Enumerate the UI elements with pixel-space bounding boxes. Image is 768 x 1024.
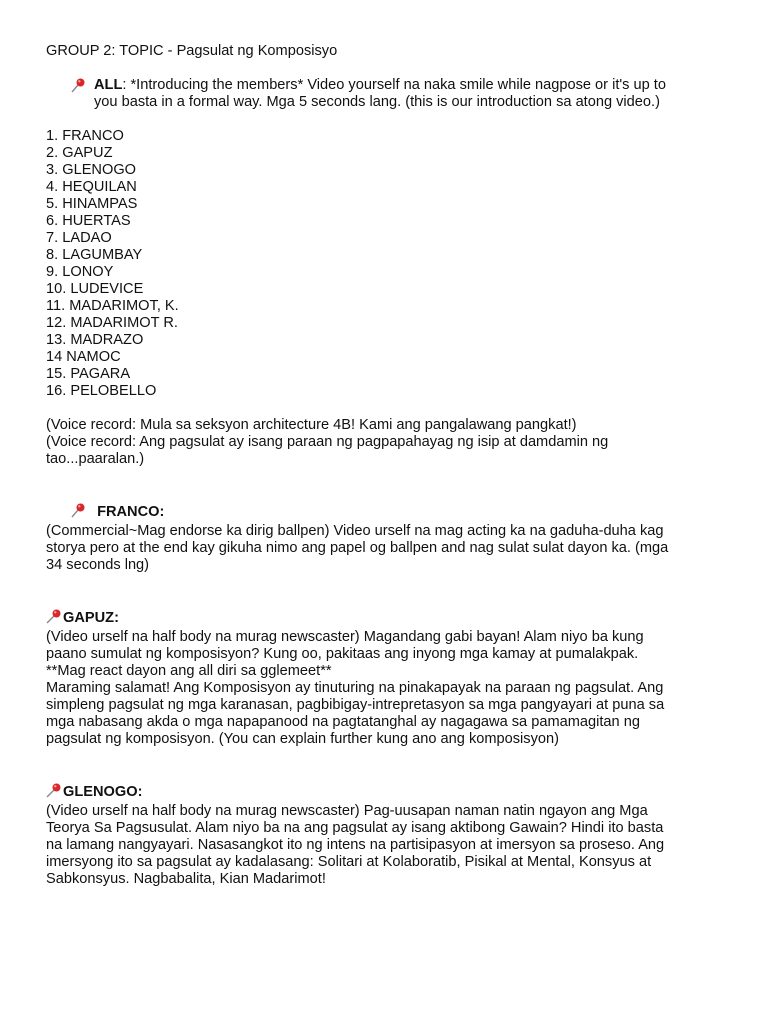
list-item: 5. HINAMPAS	[46, 196, 138, 212]
spacer	[46, 748, 736, 782]
franco-label: FRANCO:	[97, 504, 165, 520]
list-item: 8. LAGUMBAY	[46, 247, 143, 263]
franco-section	[46, 502, 736, 574]
glenogo-line: (Video urself na half body na murag newscaster) Pag-uusapan naman natin ngayon ang Mga	[46, 803, 648, 819]
list-item: 7. LADAO	[46, 230, 112, 246]
gapuz-line: paano sumulat ng komposisyon? Kung oo, pakitaas ang inyong mga kamay at pumalakpak.	[46, 646, 639, 662]
glenogo-section	[46, 782, 736, 888]
spacer	[46, 400, 736, 417]
glenogo-line: Teorya Sa Pagsusulat. Alam niyo ba na ang pagsulat ay isang aktibong Gawain? Hindi ito basta	[46, 820, 664, 836]
list-item: 10. LUDEVICE	[46, 281, 144, 297]
gapuz-line: mga nabasang akda o mga napapanood na pagtatanghal ay nagagawa sa pamamagitan ng	[46, 714, 640, 730]
list-item: 11. MADARIMOT, K.	[46, 298, 179, 314]
document-title: GROUP 2: TOPIC - Pagsulat ng Komposisyo	[46, 43, 338, 59]
pushpin-icon	[46, 782, 62, 803]
gapuz-line: pagsulat ng komposisyon. (You can explain further kung ano ang komposisyon)	[46, 731, 559, 747]
spacer	[46, 574, 736, 608]
voice-record-line: (Voice record: Ang pagsulat ay isang paraan ng pagpapahayag ng isip at damdamin ng	[46, 434, 609, 450]
all-section	[46, 77, 736, 111]
glenogo-label: GLENOGO:	[63, 784, 143, 800]
list-item: 12. MADARIMOT R.	[46, 315, 178, 331]
list-item: 4. HEQUILAN	[46, 179, 137, 195]
list-item: 1. FRANCO	[46, 128, 124, 144]
list-item: 14 NAMOC	[46, 349, 121, 365]
gapuz-line: **Mag react dayon ang all diri sa gglemeet**	[46, 663, 332, 679]
voice-record-line: tao...paaralan.)	[46, 451, 145, 467]
spacer	[46, 111, 736, 128]
franco-line: (Commercial~Mag endorse ka dirig ballpen) Video urself na mag acting ka na gaduha-duha kag	[46, 523, 664, 539]
list-item: 2. GAPUZ	[46, 145, 113, 161]
spacer	[46, 60, 736, 77]
list-item: 6. HUERTAS	[46, 213, 131, 229]
franco-line: 34 seconds lng)	[46, 557, 150, 573]
glenogo-line: na lamang nangyayari. Nasasangkot ito ng intens na partisipasyon at imersyon sa proseso. Ang	[46, 837, 665, 853]
gapuz-label: GAPUZ:	[63, 610, 119, 626]
gapuz-line: (Video urself na half body na murag newscaster) Magandang gabi bayan! Alam niyo ba kung	[46, 629, 644, 645]
list-item: 15. PAGARA	[46, 366, 131, 382]
gapuz-line: Maraming salamat! Ang Komposisyon ay tinuturing na pinakapayak na paraan ng pagsulat. Ang	[46, 680, 664, 696]
member-list	[46, 128, 736, 400]
list-item: 13. MADRAZO	[46, 332, 144, 348]
glenogo-line: Sabkonsyus. Nagbabalita, Kian Madarimot!	[46, 871, 326, 887]
spacer	[46, 468, 736, 502]
glenogo-line: imersyong ito sa pagsulat ay kadalasang: Solitari at Kolaboratib, Pisikal at Mental, Konsyus at	[46, 854, 652, 870]
voice-records	[46, 417, 736, 468]
list-item: 3. GLENOGO	[46, 162, 137, 178]
all-text-line2: you basta in a formal way. Mga 5 seconds lang. (this is our introduction sa atong video.)	[94, 94, 660, 110]
list-item: 16. PELOBELLO	[46, 383, 157, 399]
voice-record-line: (Voice record: Mula sa seksyon architecture 4B! Kami ang pangalawang pangkat!)	[46, 417, 577, 433]
gapuz-line: simpleng pagsulat ng mga karanasan, pagbibigay-intrepretasyon sa mga pangyayari at puna sa	[46, 697, 665, 713]
list-item: 9. LONOY	[46, 264, 114, 280]
document-page	[46, 43, 736, 888]
all-text-line1: : *Introducing the members* Video yourself na naka smile while nagpose or it's up to	[122, 77, 666, 93]
pushpin-icon	[46, 608, 62, 629]
pushpin-icon	[70, 77, 86, 98]
gapuz-section	[46, 608, 736, 748]
franco-line: storya pero at the end kay gikuha nimo ang papel og ballpen and nag sulat sulat dayon ka. (mga	[46, 540, 669, 556]
pushpin-icon	[70, 502, 86, 523]
all-label: ALL	[94, 77, 123, 93]
